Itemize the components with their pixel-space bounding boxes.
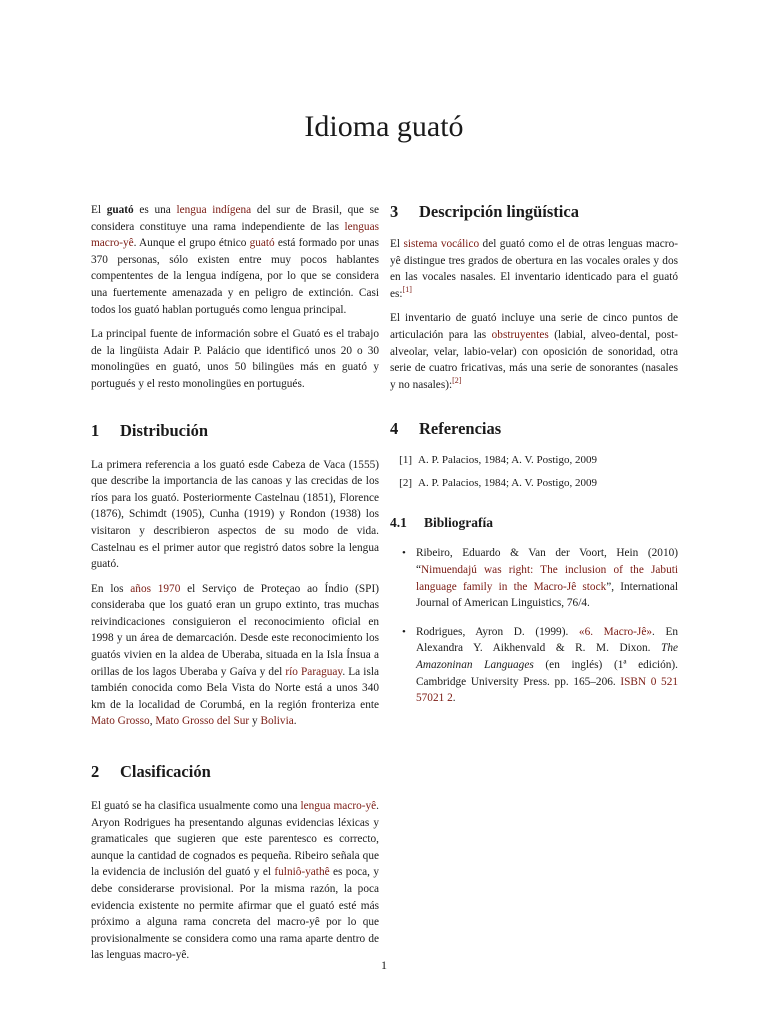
link-obstruyentes[interactable]: obstruyentes [491, 328, 549, 341]
intro-paragraph-2: La principal fuente de información sobre el Guató es el trabajo de la lingüista Adair P. Palácio que identificó unos 20 o 30 monolingües en guató, unos 50 bilingües más en guató y portugués y el resto monolingües en portugués. [91, 328, 379, 390]
descripcion-paragraph-2: El inventario de guató incluye una serie de cinco puntos de articulación para las obstruyentes (labial, alveo-dental, post-alveolar, velar, labio-velar) con oposición de sonoridad, otra serie de cuatro fricativas, más una serie de sonorantes (nasales y no nasales):[2] [390, 312, 678, 391]
link-anos-1970[interactable]: años 1970 [130, 582, 181, 595]
section-heading-referencias: 4 Referencias [390, 419, 502, 439]
distribucion-paragraph-1: La primera referencia a los guató esde Cabeza de Vaca (1555) que describe la importancia de las canoas y las crecidas de los ríos para los guató. Posteriormente Castelnau (1851), Florence (1876), Schimdt (1905), Cunha (1919) y Rondon (1938) los visitaron y describieron aspectos de su modo de vida. Castelnau es el primer autor que registró datos sobre la lengua guató. [91, 458, 379, 571]
section-heading-descripcion: 3 Descripción lingüística [390, 202, 579, 221]
citation-1[interactable]: [1] [402, 285, 412, 295]
citation-2[interactable]: [2] [452, 375, 462, 385]
link-lenguas-macro-ye[interactable]: lenguas macro-yê [91, 220, 379, 250]
right-column [390, 202, 678, 715]
link-mato-grosso-del-sur[interactable]: Mato Grosso del Sur [155, 715, 250, 728]
reference-item: [1] A. P. Palacios, 1984; A. V. Postigo, 2009 [399, 454, 597, 467]
left-column [91, 202, 379, 972]
bibliography-item: • Rodrigues, Ayron D. (1999). «6. Macro-Jê». En Alexandra Y. Aikhenvald & R. M. Dixon. The Amazoninan Languages (en inglés) (1ª edición). Cambridge University Press. pp. 165–206. ISBN 0 521 57021 2. [390, 624, 678, 715]
clasificacion-paragraph: El guató se ha clasifica usualmente como una lengua macro-yê. Aryon Rodrigues ha presentando algunas evidencias léxicas y gramaticales que sugieren que este parentesco es correcto, aunque la cantidad de cognados es pequeña. Ribeiro señala que la evidencia de inclusión del guató y el fulniô-yathê es poca, y debe considerarse provisional. Por la misma razón, la poca evidencia existente no permite afirmar que el guató esté más próximo a alguna rama concreta del macro-yê por lo que provisionalmente se considera como una rama aparte dentro de las lenguas macro-yê. [91, 800, 380, 962]
page-title: Idioma guató [304, 110, 464, 143]
link-lengua-macro-ye[interactable]: lengua macro-yê [300, 800, 377, 813]
link-macro-je[interactable]: «6. Macro-Jê» [578, 625, 652, 638]
link-sistema-vocalico[interactable]: sistema vocálico [403, 238, 480, 250]
link-fulnio-yathe[interactable]: fulniô-yathê [274, 866, 330, 879]
link-lengua-indigena[interactable]: lengua indígena [176, 204, 252, 216]
link-bolivia[interactable]: Bolivia [260, 715, 294, 728]
distribucion-paragraph-2: En los años 1970 el Serviço de Proteçao ao Índio (SPI) consideraba que los guató eran un grupo extinto, tras muchas reivindicaciones consiguieron el reconocimiento oficial en 1998 y un área de demarcación. Desde este reconocimiento los guatós vivien en la aldea de Uberaba, situada en la Isla Ínsua a orillas de los lagos Uberaba y Gaíva y del río Paraguay. La isla también conocida como Bela Vista do Norte está a unos 340 km de la localidad de Corumbá, en la región fronteriza ente Mato Grosso, Mato Grosso del Sur y Bolivia. [91, 582, 379, 728]
section-heading-clasificacion: 2 Clasificación [91, 762, 211, 782]
reference-item: [2] A. P. Palacios, 1984; A. V. Postigo, 2009 [399, 477, 597, 490]
intro-paragraph: El guató es una lengua indígena del sur de Brasil, que se considera constituye una rama independiente de las lenguas macro-yê. Aunque el grupo étnico guató está formado por unas 370 personas, sólo existen entre muy pocos hablantes compententes de la lengua indígena, por lo que se considera una fuertemente amenazada y en peligro de extinción. Casi todos los guató hablan portugués como lengua principal. [91, 204, 379, 316]
link-guato[interactable]: guató [249, 237, 275, 250]
link-rio-paraguay[interactable]: río Paraguay [285, 665, 343, 678]
subsection-heading-bibliografia: 4.1 Bibliografía [390, 515, 494, 531]
link-mato-grosso[interactable]: Mato Grosso [91, 715, 150, 728]
bullet-icon: • [402, 547, 406, 560]
link-nimuendaju[interactable]: Nimuendajú was right: The inclusion of the Jabuti language family in the Macro-Jê stock [416, 563, 678, 593]
link-isbn[interactable]: ISBN 0 521 57021 2 [416, 675, 678, 705]
descripcion-paragraph-1: El sistema vocálico del guató como el de otras lenguas macro-yê distingue tres grados de obertura en las vocales orales y dos en las vocales nasales. El inventario identicado para el guató es:[1] [390, 238, 678, 300]
term-guato: guató [106, 204, 134, 216]
bibliography-item: • Ribeiro, Eduardo & Van der Voort, Hein (2010) “Nimuendajú was right: The inclusion of the Jabuti language family in the Macro-Jê stock”, International Journal of American Linguistics, 76/4. [390, 545, 678, 619]
page-number: 1 [381, 958, 387, 972]
section-heading-distribucion: 1 Distribución [91, 420, 209, 440]
bullet-icon: • [402, 625, 406, 638]
